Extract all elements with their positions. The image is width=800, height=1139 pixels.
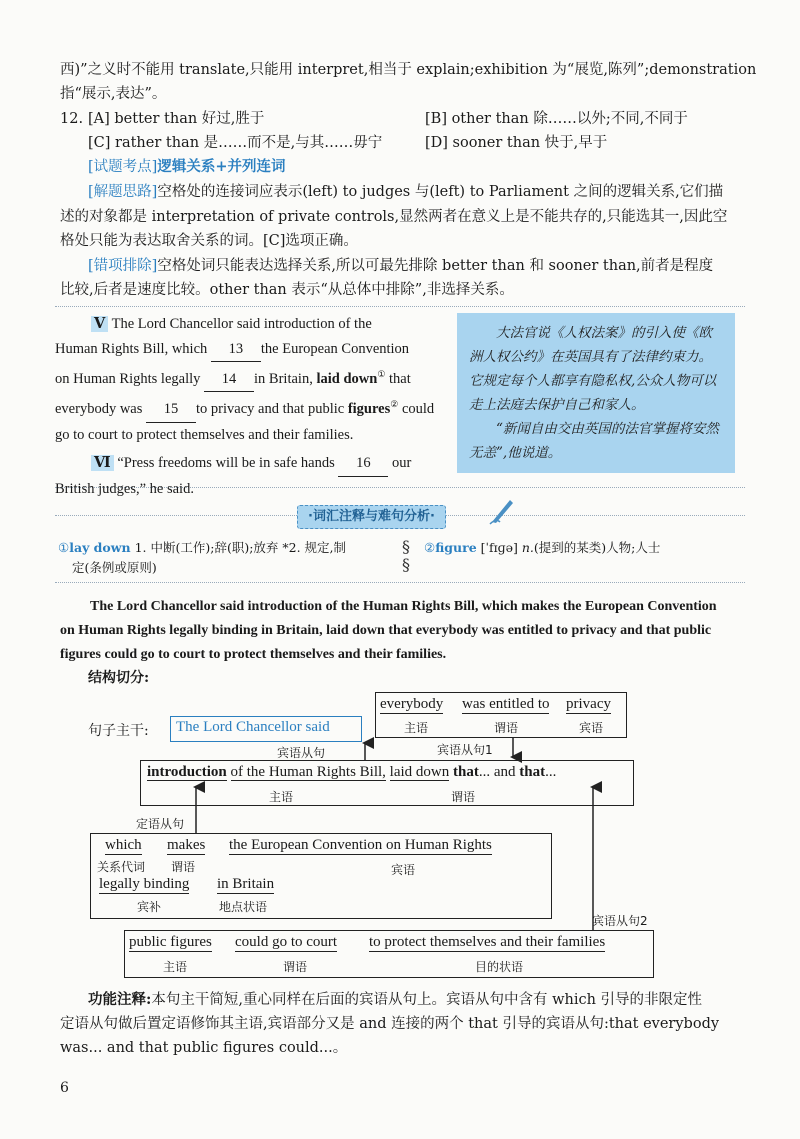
q12-option-a: [A] better than 好过,胜于 xyxy=(88,111,265,127)
para6-number: Ⅵ xyxy=(91,455,114,471)
vocab-title: ·词汇注释与难句分析· xyxy=(297,505,446,529)
paichu-line1: [错项排除]空格处词只能表达选择关系,所以可最先排除 better than 和 sooner than,前者是程度 xyxy=(88,258,714,274)
label-obj-clause2: 宾语从句2 xyxy=(592,914,648,928)
obj-clause2-box: public figures could go to court to protect themselves and their families 主语 谓语 目的状语 xyxy=(124,930,654,978)
main-label: 句子主干: xyxy=(88,723,149,739)
blank-13[interactable]: 13 xyxy=(211,337,261,363)
q12-option-c: [C] rather than 是……而不是,与其……毋宁 xyxy=(88,135,383,151)
silu-line2: 述的对象都是 interpretation of private controls,显然两者在意义上是不能共存的,只能选其一,因此空 xyxy=(60,209,728,225)
func-tag: 功能注释: xyxy=(88,991,152,1008)
q11-tail-line2: 指“展示,表达”。 xyxy=(60,86,167,102)
func-line3: was... and that public figures could...。 xyxy=(60,1040,348,1056)
kaodian-text: 逻辑关系+并列连词 xyxy=(157,158,286,175)
obj-clause1-box: everybody was entitled to privacy 主语 谓语 宾语 xyxy=(375,692,627,738)
q12-option-d: [D] sooner than 快于,早于 xyxy=(425,135,608,151)
silu-line1: [解题思路]空格处的连接词应表示(left) to judges 与(left) to Parliament 之间的逻辑关系,它们描 xyxy=(88,184,724,200)
paichu-tag: [错项排除] xyxy=(88,258,158,274)
kaodian-tag: [试题考点] xyxy=(88,159,158,175)
paichu-line2: 比较,后者是速度比较。other than 表示“从总体中排除”,非选择关系。 xyxy=(60,282,514,298)
label-obj-clause: 宾语从句 xyxy=(277,746,326,760)
blank-16[interactable]: 16 xyxy=(338,451,388,477)
label-attr-clause: 定语从句 xyxy=(136,817,185,831)
struct-title: 结构切分: xyxy=(88,670,150,686)
vocab-word-lay-down: lay down xyxy=(69,540,131,555)
blank-15[interactable]: 15 xyxy=(146,397,196,423)
blank-14[interactable]: 14 xyxy=(204,367,254,393)
q12-option-b: [B] other than 除……以外;不同,不同于 xyxy=(425,111,688,127)
vocab-word-figure: figure xyxy=(435,540,477,555)
difficult-sentence: The Lord Chancellor said introduction of the Human Rights Bill, which makes the European Convention on Human Rights legally binding in Britain, laid down that everybody was entitled to privacy and that public figures could go to court to protect themselves and their families. xyxy=(60,599,717,662)
attr-clause-box: which makes the European Convention on Human Rights 关系代词 谓语 宾语 legally binding in Britain 宾补 地点状语 xyxy=(90,833,552,919)
vocab-entry-2: ②figure [ˈfɪɡə] n.(提到的某类)人物;人士 xyxy=(424,540,661,555)
vocab-separator: § § xyxy=(402,537,410,574)
label-obj-clause1: 宾语从句1 xyxy=(437,743,493,757)
main-clause-box: The Lord Chancellor said xyxy=(170,716,362,742)
vocab-entry-1: ①lay down 1. 中断(工作);辞(职);放弃 *2. 规定,制 定(条例或原则) xyxy=(58,540,347,575)
subject-predicate-box: introduction of the Human Rights Bill, laid down that... and that... 主语 谓语 xyxy=(140,760,634,806)
para5-number: Ⅴ xyxy=(91,316,108,332)
func-line2: 定语从句做后置定语修饰其主语,宾语部分又是 and 连接的两个 that 引导的宾语从句:that everybody xyxy=(60,1016,720,1032)
passage-english: Ⅴ The Lord Chancellor said introduction of the Human Rights Bill, which 13 the European Convention on Human Rights legally 14 in Britain, laid down① that everybody was 15 to privacy and that public figures② could go to court to protect themselves and their families. Ⅵ “Press freedoms will be in safe hands 16 our British judges,” he said. xyxy=(55,316,435,497)
func-line1: 功能注释:本句主干简短,重心同样在后面的宾语从句上。宾语从句中含有 which 引导的非限定性 xyxy=(88,991,703,1008)
silu-tag: [解题思路] xyxy=(88,184,158,200)
silu-line3: 格处只能为表达取舍关系的词。[C]选项正确。 xyxy=(60,233,358,249)
q12-number: 12. xyxy=(60,111,84,127)
q11-tail-line1: 西)”之义时不能用 translate,只能用 interpret,相当于 explain;exhibition 为“展览,陈列”;demonstration xyxy=(60,62,757,78)
page-number: 6 xyxy=(60,1080,69,1096)
translation-box: 大法官说《人权法案》的引入使《欧洲人权公约》在英国具有了法律约束力。它规定每个人都享有隐私权,公众人物可以走上法庭去保护自己和家人。 “新闻自由交由英国的法官掌握将安然无恙”,他说道。 xyxy=(457,313,735,473)
